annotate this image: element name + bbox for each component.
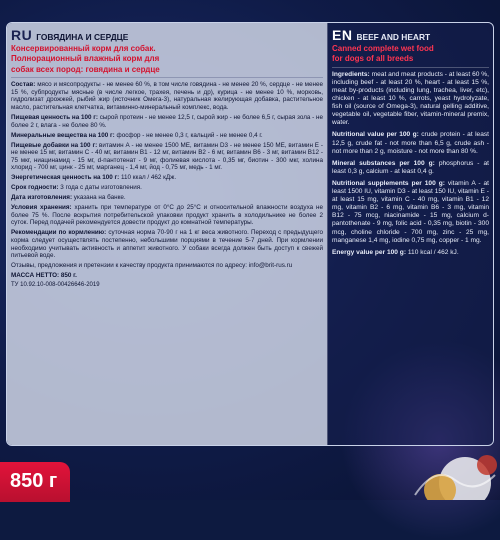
en-subtitle-1: Canned complete wet food xyxy=(332,44,434,53)
ru-composition: Состав: мясо и мясопродукты - не менее 60 %, в том числе говядина - не менее 20 %, сердце - не менее 15 %, субпродукты мясные (в числе легкое, трахея, печень и др), курица - не менее 10 %, морковь, гидролизат дрожжей, рыбий жир (источник Омега-3), натуральная желирующая добавка, растительное масло, растительная клетчатка, витаминно-минеральный комплекс, вода. xyxy=(11,81,323,111)
label-sheet xyxy=(6,22,494,446)
en-column xyxy=(327,23,493,445)
ru-storage: Условия хранения: хранить при температуре от 0°С до 25°С и относительной влажности воздуха не более 75 %. После вскрытия потребительской упаковки продукт хранить в холодильнике не более 2 суток. Перед подачей рекомендуется довести продукт до комнатной температуры. xyxy=(11,204,323,227)
ru-production-date: Дата изготовления: указана на банке. xyxy=(11,194,126,202)
ru-feeding: Рекомендации по кормлению: суточная норма 70-90 г на 1 кг веса животного. Переход с предыдущего корма следует осуществлять постепенно, небольшими порциями в течение 5-7 дней. При кормлении необходимо учитывать активность и аппетит животного. У собаки всегда должен быть доступ к свежей питьевой воде. xyxy=(11,229,323,260)
en-subtitle-2: for dogs of all breeds xyxy=(332,54,414,64)
ru-shelf-life: Срок годности: 3 года с даты изготовления. xyxy=(11,184,142,192)
ru-subtitle-1: Консервированный корм для собак. xyxy=(11,44,156,53)
ru-minerals: Минеральные вещества на 100 г: фосфор - не менее 0,3 г, кальций - не менее 0,4 г. xyxy=(11,131,263,139)
ru-lang-code: RU xyxy=(11,27,33,43)
en-ingredients: Ingredients: meat and meat products - at least 60 %, including beef - at least 20 %, heart - at least 15 %, meat by-products (including lung, trachea, liver, etc), chicken - at least 10 %, carrots, yeast hydrolyzate, fish oil (source of Omega-3), natural gelling additive, vegetable oil, vegetable fiber, vitamin-mineral premix, water. xyxy=(332,70,489,127)
en-lang-code: EN xyxy=(332,27,353,43)
en-nutrition: Nutritional value per 100 g: crude protein - at least 12,5 g, crude fat - not more than 6,5 g, crude ash - not more than 2 g, moisture - not more than 80 %. xyxy=(332,131,489,155)
weight-badge: 850 г xyxy=(0,462,70,502)
en-supplements: Nutritional supplements per 100 g: vitamin A - at least 1500 IU, vitamin D3 - at least 150 IU, vitamin E - at least 15 mg, vitamin C - 40 mg, vitamin B1 - 12 mg, vitamin B2 - 6 mg, vitamin B6 - 3 mg, vitamin B12 - 75 mcg, niacinamide - 15 mg, calcium d-pantothenate - 9 mg, folic acid - 0,35 mg, biotin - 300 mcg, choline chloride - 700 mg, zinc - 25 mg, manganese 1,4 mg, iodine 0,75 mg, copper - 1 mg. xyxy=(332,179,489,244)
decorative-art-graphic xyxy=(395,435,500,500)
ru-header xyxy=(11,27,323,78)
en-energy: Energy value per 100 g: 110 kcal / 462 kJ. xyxy=(332,248,459,256)
ru-net-weight: МАССА НЕТТО: 850 г. xyxy=(11,272,77,280)
ru-subtitle-3: собак всех пород: говядина и сердце xyxy=(11,64,160,74)
ru-nutrition: Пищевая ценность на 100 г: сырой протеин - не менее 12,5 г, сырой жир - не более 6,5 г, сырая зола - не более 2 г, влага - не более 80 %. xyxy=(11,113,324,129)
ru-column xyxy=(7,23,327,445)
ru-title: ГОВЯДИНА И СЕРДЦЕ xyxy=(36,32,129,42)
ru-subtitle-2: Полнорационный влажный корм для xyxy=(11,54,160,64)
ru-energy: Энергетическая ценность на 100 г: 110 ккал / 462 кДж. xyxy=(11,174,177,182)
en-title: BEEF AND HEART xyxy=(356,32,431,42)
en-minerals: Mineral substances per 100 g: phosphorus - at least 0,3 g, calcium - at least 0,4 g. xyxy=(332,159,489,175)
ru-feedback: Отзывы, предложения и претензии к качеству продукта принимаются по адресу: info@brit-rus.ru xyxy=(11,262,293,270)
ru-tu-code: ТУ 10.92.10-008-00426646-2019 xyxy=(11,282,100,289)
ru-supplements: Пищевые добавки на 100 г: витамин А - не менее 1500 МЕ, витамин D3 - не менее 150 МЕ, витамин Е - не менее 15 мг, витамин С - 40 мг, витамин В1 - 12 мг, витамин В2 - 6 мг, витамин В6 - 3 мг, витамин В12 - 75 мкг, ниацинамид - 15 мг, d-пантотенат - 9 мг, фолиевая кислота - 0,35 мг, биотин - 300 мкг, холина хлорид - 700 мг, цинк - 25 мг, марганец - 1,4 мг, йод - 0,75 мг, медь - 1 мг. xyxy=(11,141,323,172)
en-header xyxy=(332,27,489,68)
